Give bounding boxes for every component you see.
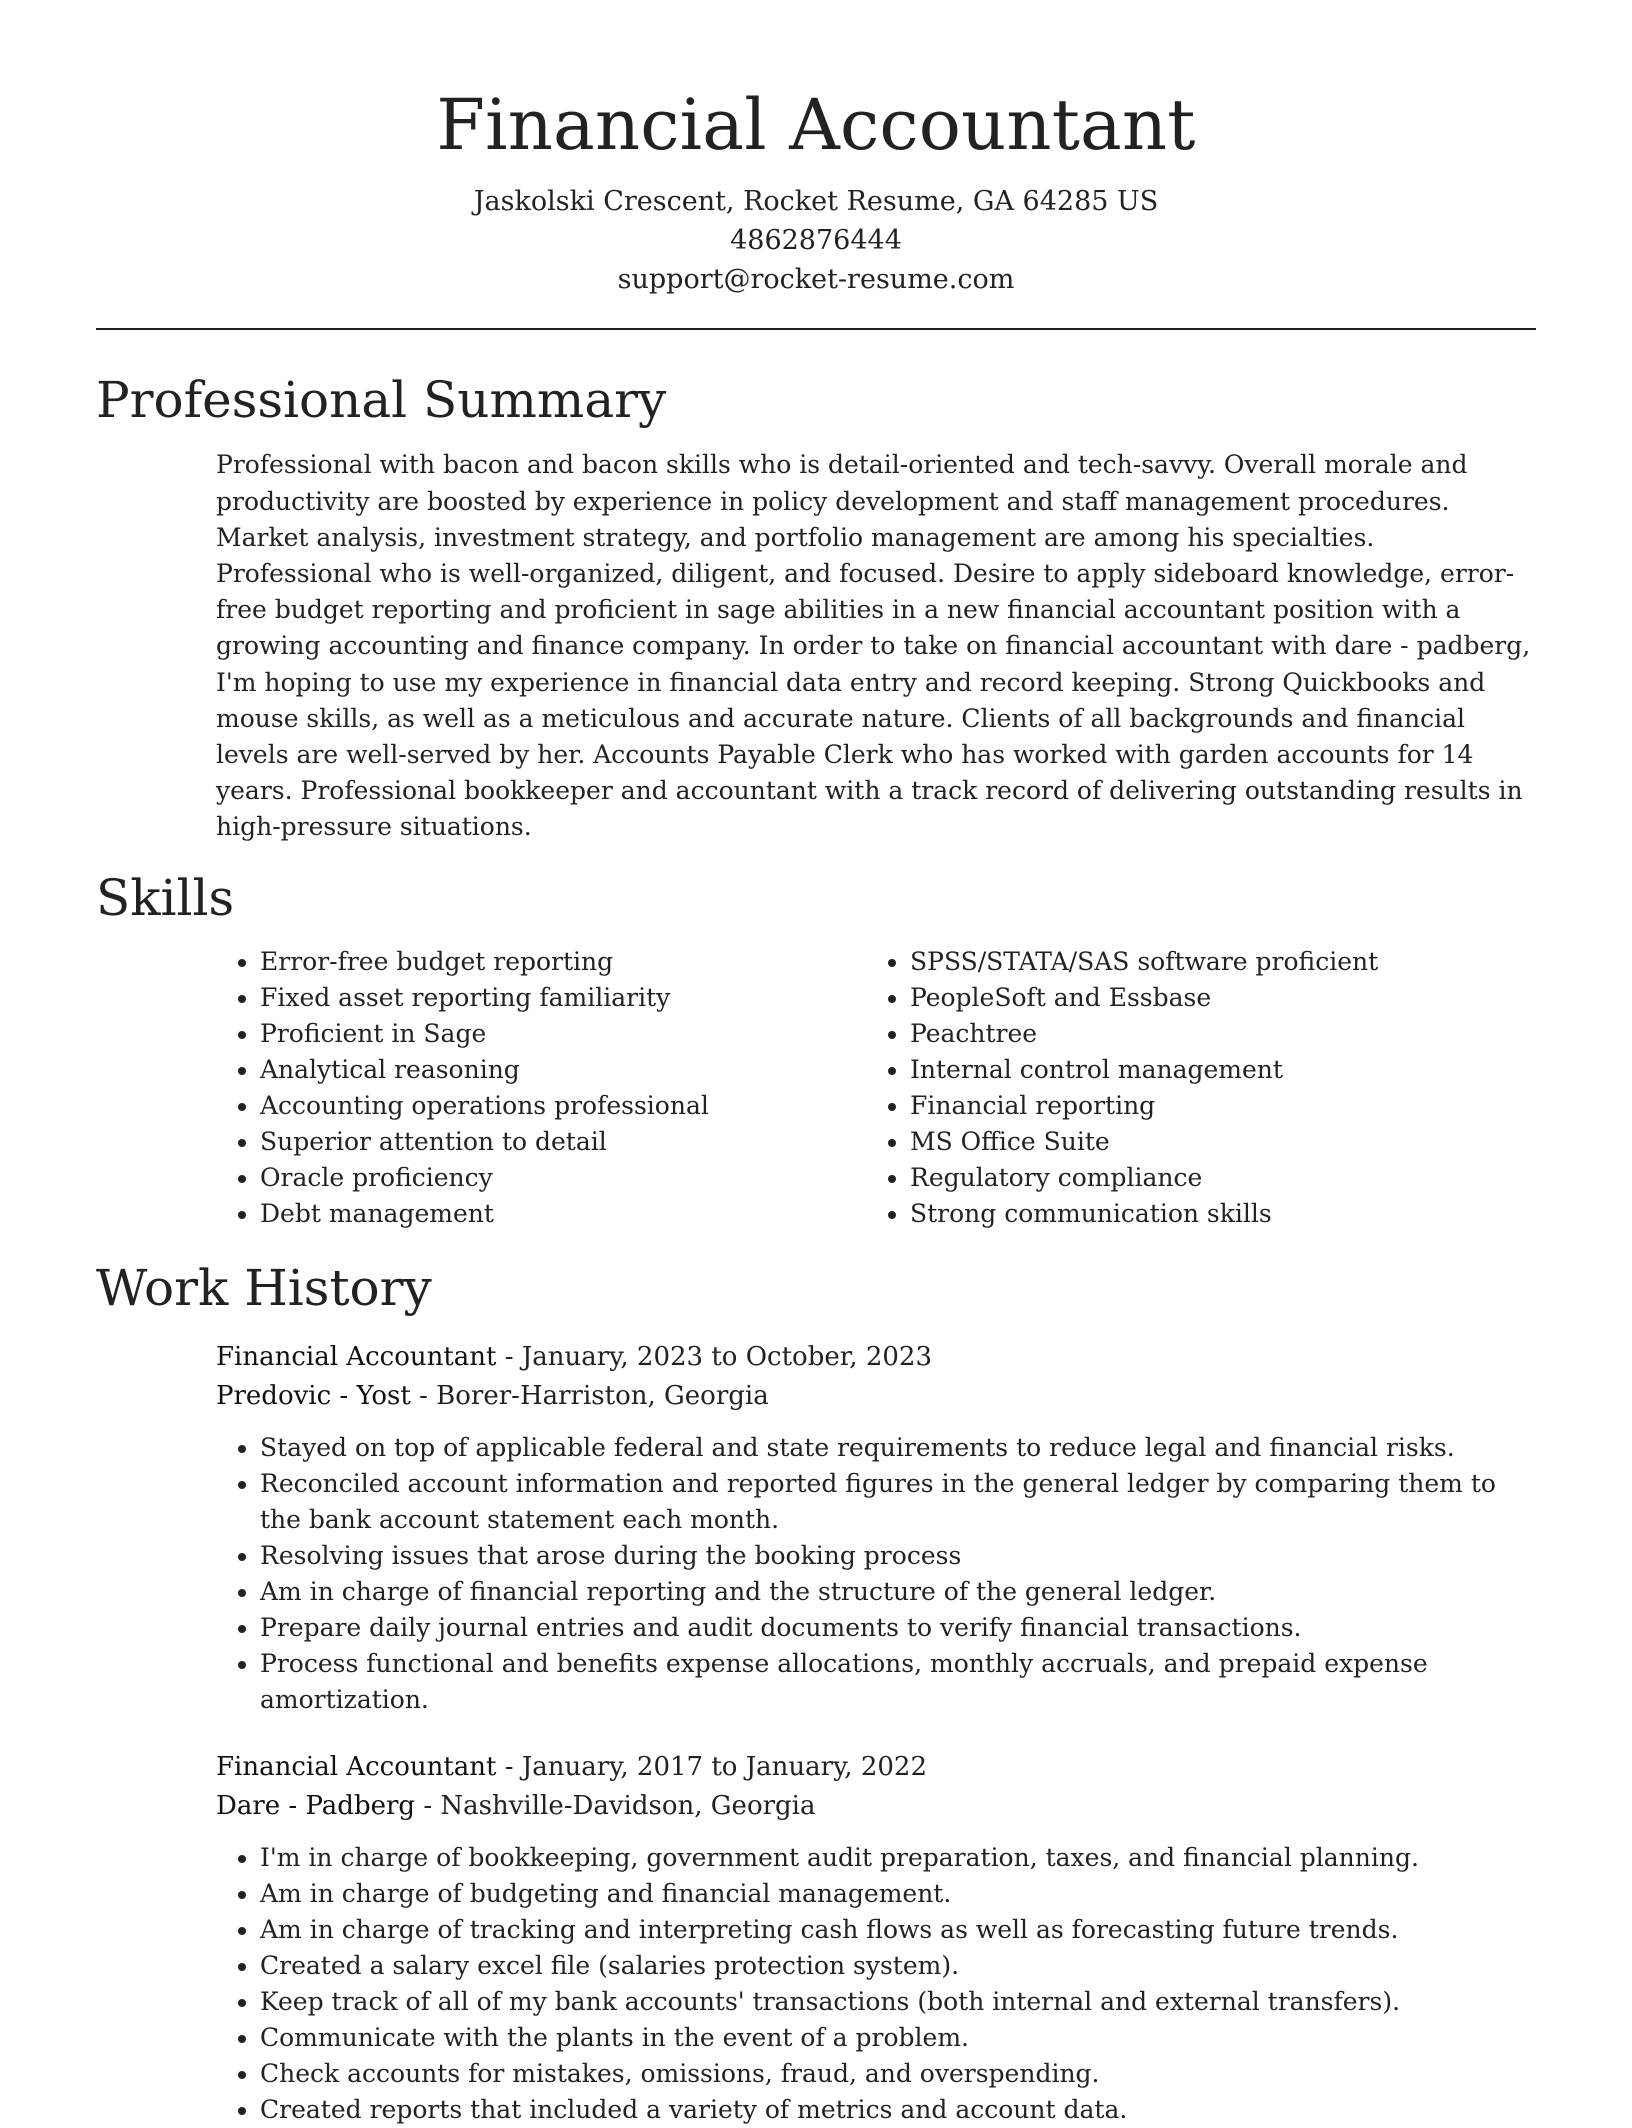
job-duty-item: • Communicate with the plants in the event of a problem. bbox=[260, 2020, 1536, 2056]
skill-item: • Error-free budget reporting bbox=[260, 944, 866, 980]
job-duty-item: • Reconciled account information and reported figures in the general ledger by comparing them to the bank account statement each month. bbox=[260, 1466, 1536, 1538]
contact-block bbox=[96, 182, 1536, 299]
job-entry bbox=[216, 1748, 1536, 2128]
job-duties-list bbox=[216, 1840, 1536, 2128]
skill-item: • Regulatory compliance bbox=[910, 1160, 1516, 1196]
header-divider bbox=[96, 328, 1536, 330]
summary-heading: Professional Summary bbox=[96, 371, 667, 430]
job-dates: - January, 2023 to October, 2023 bbox=[496, 1341, 932, 1372]
skills-list-right bbox=[866, 944, 1516, 1232]
job-duty-item: • Am in charge of financial reporting and the structure of the general ledger. bbox=[260, 1574, 1536, 1610]
job-duty-item: • Process functional and benefits expense allocations, monthly accruals, and prepaid expense amortization. bbox=[260, 1646, 1536, 1718]
job-duty-item: • Created reports that included a variety of metrics and account data. bbox=[260, 2092, 1536, 2128]
job-title-line bbox=[216, 1748, 1536, 1787]
job-role: Financial Accountant bbox=[216, 1341, 497, 1372]
job-duty-item: • I'm in charge of bookkeeping, government audit preparation, taxes, and financial planning. bbox=[260, 1840, 1536, 1876]
skill-item: • Financial reporting bbox=[910, 1088, 1516, 1124]
work-history-heading: Work History bbox=[96, 1258, 432, 1317]
skills-column-right bbox=[866, 944, 1516, 1232]
skills-list-left bbox=[216, 944, 866, 1232]
job-company-line bbox=[216, 1787, 1536, 1826]
job-role: Financial Accountant bbox=[216, 1751, 497, 1782]
skill-item: • Oracle proficiency bbox=[260, 1160, 866, 1196]
job-company: Predovic - Yost bbox=[216, 1380, 411, 1411]
email-text: support@rocket-resume.com bbox=[617, 264, 1015, 296]
job-dates: - January, 2017 to January, 2022 bbox=[496, 1751, 927, 1782]
resume-header bbox=[96, 0, 1536, 299]
skill-item: • Peachtree bbox=[910, 1016, 1516, 1052]
skill-item: • Strong communication skills bbox=[910, 1196, 1516, 1232]
summary-paragraph: Professional with bacon and bacon skills who is detail-oriented and tech-savvy. Overall morale and productivity are boosted by experience in policy development and staff management procedures. Market analysis, investment strategy, and portfolio management are among his specialties. Professional who is well-organized, diligent, and focused. Desire to apply sideboard knowledge, error-free budget reporting and proficient in sage abilities in a new financial accountant position with a growing accounting and finance company. In order to take on financial accountant with dare - padberg, I'm hoping to use my experience in financial data entry and record keeping. Strong Quickbooks and mouse skills, as well as a meticulous and accurate nature. Clients of all backgrounds and financial levels are well-served by her. Accounts Payable Clerk who has worked with garden accounts for 14 years. Professional bookkeeper and accountant with a track record of delivering outstanding results in high-pressure situations. bbox=[216, 450, 1531, 842]
address-text: Jaskolski Crescent, Rocket Resume, GA 64285 US bbox=[473, 186, 1159, 218]
skills-column-left bbox=[216, 944, 866, 1232]
skill-item: • Superior attention to detail bbox=[260, 1124, 866, 1160]
job-location: - Nashville-Davidson, Georgia bbox=[415, 1790, 816, 1821]
skill-item: • Accounting operations professional bbox=[260, 1088, 866, 1124]
skills-grid bbox=[216, 944, 1536, 1232]
job-duty-item: • Am in charge of tracking and interpreting cash flows as well as forecasting future trends. bbox=[260, 1912, 1536, 1948]
skill-item: • Analytical reasoning bbox=[260, 1052, 866, 1088]
candidate-title: Financial Accountant bbox=[436, 84, 1196, 166]
skill-item: • Debt management bbox=[260, 1196, 866, 1232]
job-title-line bbox=[216, 1338, 1536, 1377]
skill-item: • Internal control management bbox=[910, 1052, 1516, 1088]
job-location: - Borer-Harriston, Georgia bbox=[410, 1380, 769, 1411]
skills-heading: Skills bbox=[96, 868, 235, 927]
skill-item: • SPSS/STATA/SAS software proficient bbox=[910, 944, 1516, 980]
job-duty-item: • Keep track of all of my bank accounts' transactions (both internal and external transfers). bbox=[260, 1984, 1536, 2020]
skill-item: • Fixed asset reporting familiarity bbox=[260, 980, 866, 1016]
job-entry bbox=[216, 1338, 1536, 1718]
skill-item: • PeopleSoft and Essbase bbox=[910, 980, 1516, 1016]
job-duty-item: • Check accounts for mistakes, omissions, fraud, and overspending. bbox=[260, 2056, 1536, 2092]
job-company-line bbox=[216, 1377, 1536, 1416]
job-duties-list bbox=[216, 1430, 1536, 1718]
job-duty-item: • Resolving issues that arose during the booking process bbox=[260, 1538, 1536, 1574]
job-duty-item: • Stayed on top of applicable federal and state requirements to reduce legal and financial risks. bbox=[260, 1430, 1536, 1466]
job-duty-item: • Am in charge of budgeting and financial management. bbox=[260, 1876, 1536, 1912]
skill-item: • MS Office Suite bbox=[910, 1124, 1516, 1160]
phone-text: 4862876444 bbox=[730, 225, 902, 257]
job-duty-item: • Prepare daily journal entries and audit documents to verify financial transactions. bbox=[260, 1610, 1536, 1646]
job-duty-item: • Created a salary excel file (salaries protection system). bbox=[260, 1948, 1536, 1984]
skill-item: • Proficient in Sage bbox=[260, 1016, 866, 1052]
job-company: Dare - Padberg bbox=[216, 1790, 416, 1821]
